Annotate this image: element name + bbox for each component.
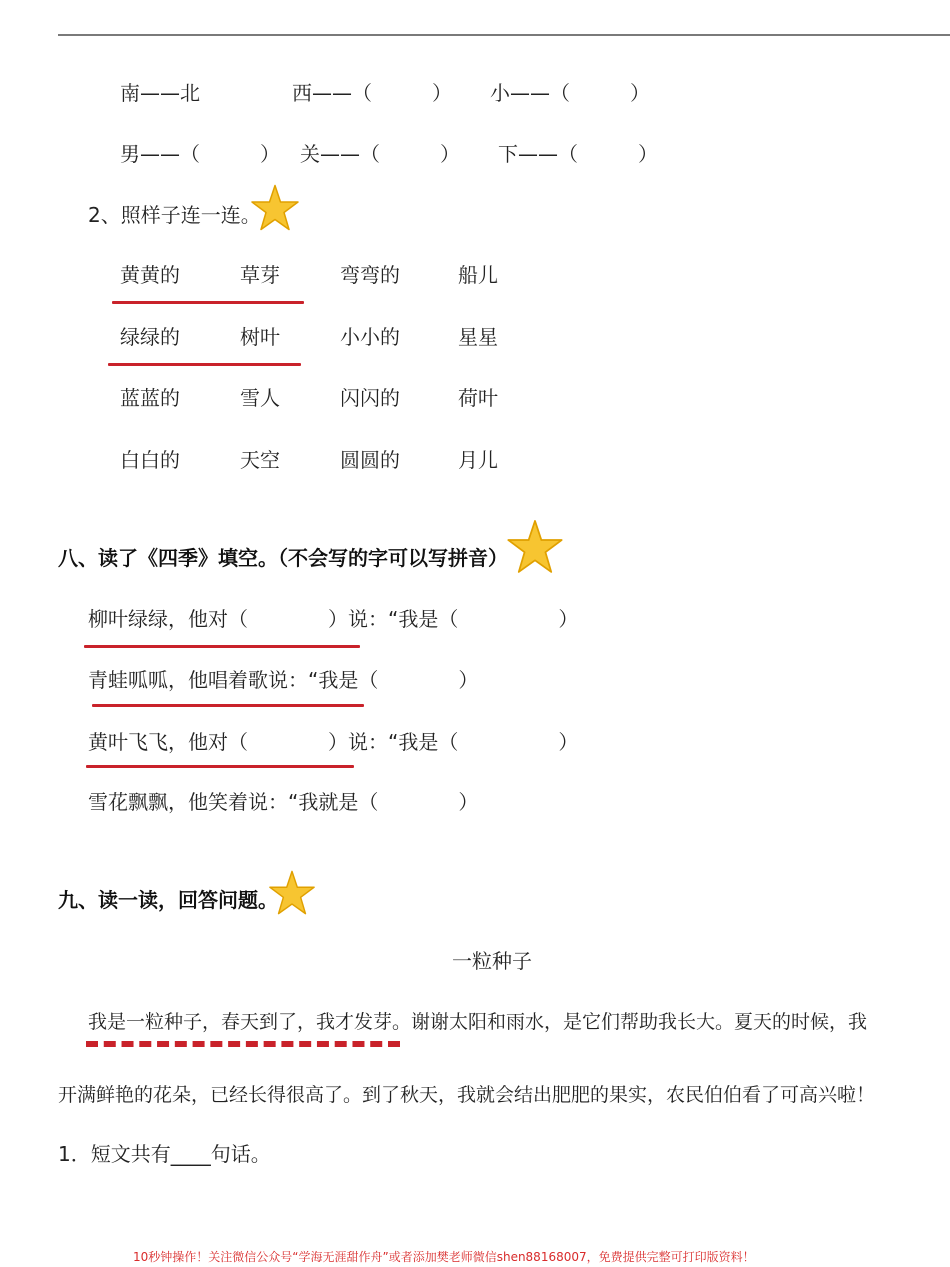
red-underline xyxy=(92,704,364,707)
passage-title: 一粒种子 xyxy=(452,949,532,973)
passage-line: 我是一粒种子，春天到了，我才发芽。谢谢太阳和雨水，是它们帮助我长大。夏天的时候，我 xyxy=(88,1011,868,1033)
match-cell: 绿绿的 xyxy=(120,325,180,349)
match-cell: 闪闪的 xyxy=(340,386,400,410)
fill-line: 青蛙呱呱，他唱着歌说：“我是（ ） xyxy=(88,668,479,692)
match-cell: 天空 xyxy=(240,448,280,472)
antonym-2-1: 男——（ ） xyxy=(120,142,280,166)
star-icon xyxy=(506,518,564,576)
red-underline xyxy=(86,765,354,768)
section-9-title: 九、读一读，回答问题。 xyxy=(58,888,278,912)
fill-line: 黄叶飞飞，他对（ ）说：“我是（ ） xyxy=(88,730,579,754)
footer-note: 10秒钟操作！关注微信公众号“学海无涯甜作舟”或者添加樊老师微信shen88168007，免费提供完整可打印版资料！ xyxy=(133,1250,755,1264)
section-8-title: 八、读了《四季》填空。（不会写的字可以写拼音） xyxy=(58,546,508,570)
red-underline xyxy=(108,363,301,366)
match-cell: 荷叶 xyxy=(458,386,498,410)
match-cell: 小小的 xyxy=(340,325,400,349)
top-rule xyxy=(58,34,950,36)
star-icon xyxy=(250,183,300,233)
match-cell: 草芽 xyxy=(240,263,280,287)
antonym-1-2: 西——（ ） xyxy=(292,81,452,105)
star-icon xyxy=(268,869,316,917)
q2-title: 2、照样子连一连。 xyxy=(88,203,261,227)
match-cell: 月儿 xyxy=(458,448,498,472)
red-underline xyxy=(112,301,304,304)
antonym-1-1: 南——北 xyxy=(120,81,200,105)
passage-line: 开满鲜艳的花朵，已经长得很高了。到了秋天，我就会结出肥肥的果实，农民伯伯看了可高兴啦！ xyxy=(58,1084,876,1106)
fill-line: 雪花飘飘，他笑着说：“我就是（ ） xyxy=(88,790,479,814)
match-cell: 雪人 xyxy=(240,386,280,410)
red-underline xyxy=(84,645,360,648)
red-dashed-underline xyxy=(86,1041,400,1047)
fill-line: 柳叶绿绿，他对（ ）说：“我是（ ） xyxy=(88,607,579,631)
match-cell: 树叶 xyxy=(240,325,280,349)
antonym-2-2: 关——（ ） xyxy=(300,142,460,166)
question-1: 1．短文共有____句话。 xyxy=(58,1142,271,1166)
match-cell: 白白的 xyxy=(120,448,180,472)
match-cell: 船儿 xyxy=(458,263,498,287)
match-cell: 蓝蓝的 xyxy=(120,386,180,410)
antonym-1-3: 小——（ ） xyxy=(490,81,650,105)
match-cell: 弯弯的 xyxy=(340,263,400,287)
match-cell: 圆圆的 xyxy=(340,448,400,472)
antonym-2-3: 下——（ ） xyxy=(498,142,658,166)
match-cell: 星星 xyxy=(458,325,498,349)
match-cell: 黄黄的 xyxy=(120,263,180,287)
